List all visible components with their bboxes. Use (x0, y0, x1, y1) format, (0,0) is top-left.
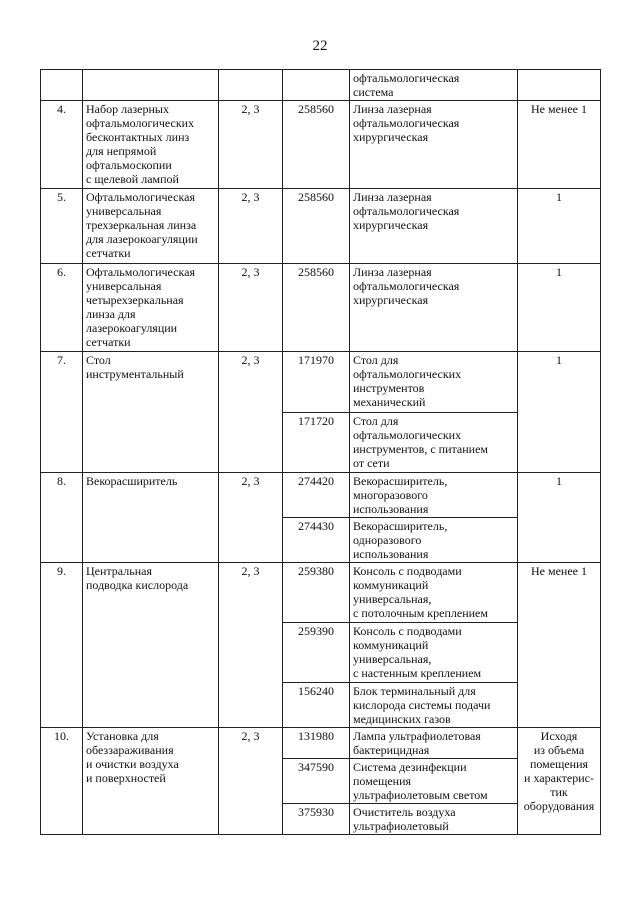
risk-class: 2, 3 (219, 728, 283, 835)
row-number: 9. (41, 563, 83, 728)
item-description: Стол для офтальмологических инструментов механический (350, 352, 518, 413)
item-description: Линза лазерная офтальмологическая хирургическая (350, 189, 518, 264)
quantity: 1 (518, 264, 601, 352)
equipment-name: Центральная подводка кислорода (83, 563, 219, 728)
item-description: Консоль с подводами коммуникаций универсальная, с потолочным креплением (350, 563, 518, 623)
table-row (41, 352, 601, 413)
row-number: 8. (41, 473, 83, 563)
row-number: 4. (41, 101, 83, 189)
item-description: Система дезинфекции помещения ультрафиолетовым светом (350, 759, 518, 804)
quantity: 1 (518, 189, 601, 264)
equipment-table (40, 69, 601, 835)
quantity: Не менее 1 (518, 101, 601, 189)
equipment-name: Стол инструментальный (83, 352, 219, 473)
risk-class: 2, 3 (219, 189, 283, 264)
item-description: Консоль с подводами коммуникаций универсальная, с настенным креплением (350, 623, 518, 683)
item-code: 274420 (283, 473, 350, 518)
item-code: 171720 (283, 413, 350, 473)
item-description: Линза лазерная офтальмологическая хирургическая (350, 101, 518, 189)
table-row (41, 264, 601, 352)
table-row (41, 728, 601, 759)
equipment-name: Векорасширитель (83, 473, 219, 563)
quantity: 1 (518, 352, 601, 473)
quantity: 1 (518, 473, 601, 563)
item-code: 258560 (283, 264, 350, 352)
item-description: Векорасширитель, одноразового использования (350, 518, 518, 563)
item-code: 131980 (283, 728, 350, 759)
item-code: 171970 (283, 352, 350, 413)
item-description: Блок терминальный для кислорода системы подачи медицинских газов (350, 683, 518, 728)
item-code (283, 70, 350, 101)
item-description: Очиститель воздуха ультрафиолетовый (350, 804, 518, 835)
equipment-name: Установка для обеззараживания и очистки воздуха и поверхностей (83, 728, 219, 835)
table-row (41, 473, 601, 518)
row-number: 7. (41, 352, 83, 473)
item-code: 259380 (283, 563, 350, 623)
item-code: 375930 (283, 804, 350, 835)
item-code: 259390 (283, 623, 350, 683)
table-row (41, 101, 601, 189)
row-number: 10. (41, 728, 83, 835)
risk-class: 2, 3 (219, 352, 283, 473)
risk-class (219, 70, 283, 101)
item-description: Векорасширитель, многоразового использования (350, 473, 518, 518)
item-code: 156240 (283, 683, 350, 728)
quantity (518, 70, 601, 101)
item-code: 347590 (283, 759, 350, 804)
row-number: 5. (41, 189, 83, 264)
table-row (41, 189, 601, 264)
row-number: 6. (41, 264, 83, 352)
equipment-name: Набор лазерных офтальмологических бесконтактных линз для непрямой офтальмоскопии с щелевой лампой (83, 101, 219, 189)
risk-class: 2, 3 (219, 101, 283, 189)
item-description: Линза лазерная офтальмологическая хирургическая (350, 264, 518, 352)
item-code: 258560 (283, 101, 350, 189)
table-row (41, 563, 601, 623)
quantity: Исходя из объема помещения и характерис- тик оборудования (518, 728, 601, 835)
equipment-name (83, 70, 219, 101)
item-description: Лампа ультрафиолетовая бактерицидная (350, 728, 518, 759)
row-number (41, 70, 83, 101)
risk-class: 2, 3 (219, 264, 283, 352)
item-description: офтальмологическая система (350, 70, 518, 101)
equipment-name: Офтальмологическая универсальная трехзеркальная линза для лазерокоагуляции сетчатки (83, 189, 219, 264)
table-row (41, 70, 601, 101)
risk-class: 2, 3 (219, 563, 283, 728)
item-code: 274430 (283, 518, 350, 563)
quantity: Не менее 1 (518, 563, 601, 728)
equipment-name: Офтальмологическая универсальная четырехзеркальная линза для лазерокоагуляции сетчатки (83, 264, 219, 352)
item-code: 258560 (283, 189, 350, 264)
page-number: 22 (312, 38, 328, 54)
risk-class: 2, 3 (219, 473, 283, 563)
item-description: Стол для офтальмологических инструментов, с питанием от сети (350, 413, 518, 473)
